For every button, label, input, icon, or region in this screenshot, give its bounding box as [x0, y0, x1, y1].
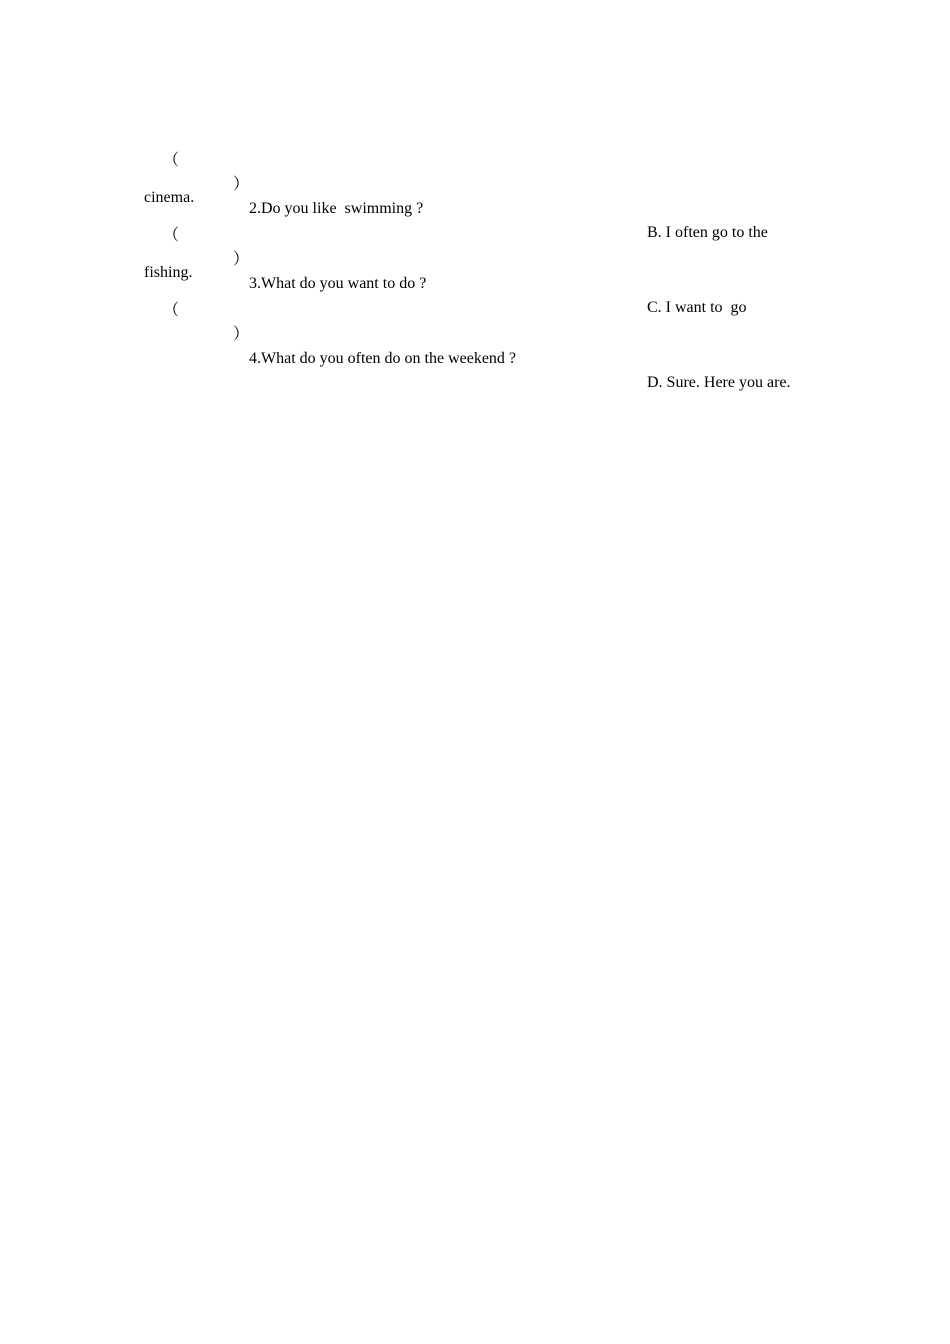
question-text: 4.What do you often do on the weekend ?	[249, 350, 517, 367]
answer-blank-close-paren: ）	[233, 176, 250, 193]
answer-blank-open-paren: （	[163, 152, 180, 169]
answer-option-d: D. Sure. Here you are.	[647, 374, 791, 391]
answer-option-c-wrap	[0, 237, 950, 281]
answer-blank-open-paren: （	[163, 227, 180, 244]
question-text: 2.Do you like swimming ?	[249, 200, 424, 217]
answer-blank-close-paren: ）	[233, 326, 250, 343]
answer-option-b-wrap	[0, 162, 950, 206]
answer-option-b: B. I often go to the	[647, 224, 768, 241]
answer-option-c: C. I want to go	[647, 299, 747, 316]
answer-blank-close-paren: ）	[233, 251, 250, 268]
answer-wrap-text: fishing.	[144, 264, 193, 281]
answer-blank-open-paren: （	[163, 302, 180, 319]
answer-wrap-text: cinema.	[144, 189, 195, 206]
question-text: 3.What do you want to do ?	[249, 275, 427, 292]
